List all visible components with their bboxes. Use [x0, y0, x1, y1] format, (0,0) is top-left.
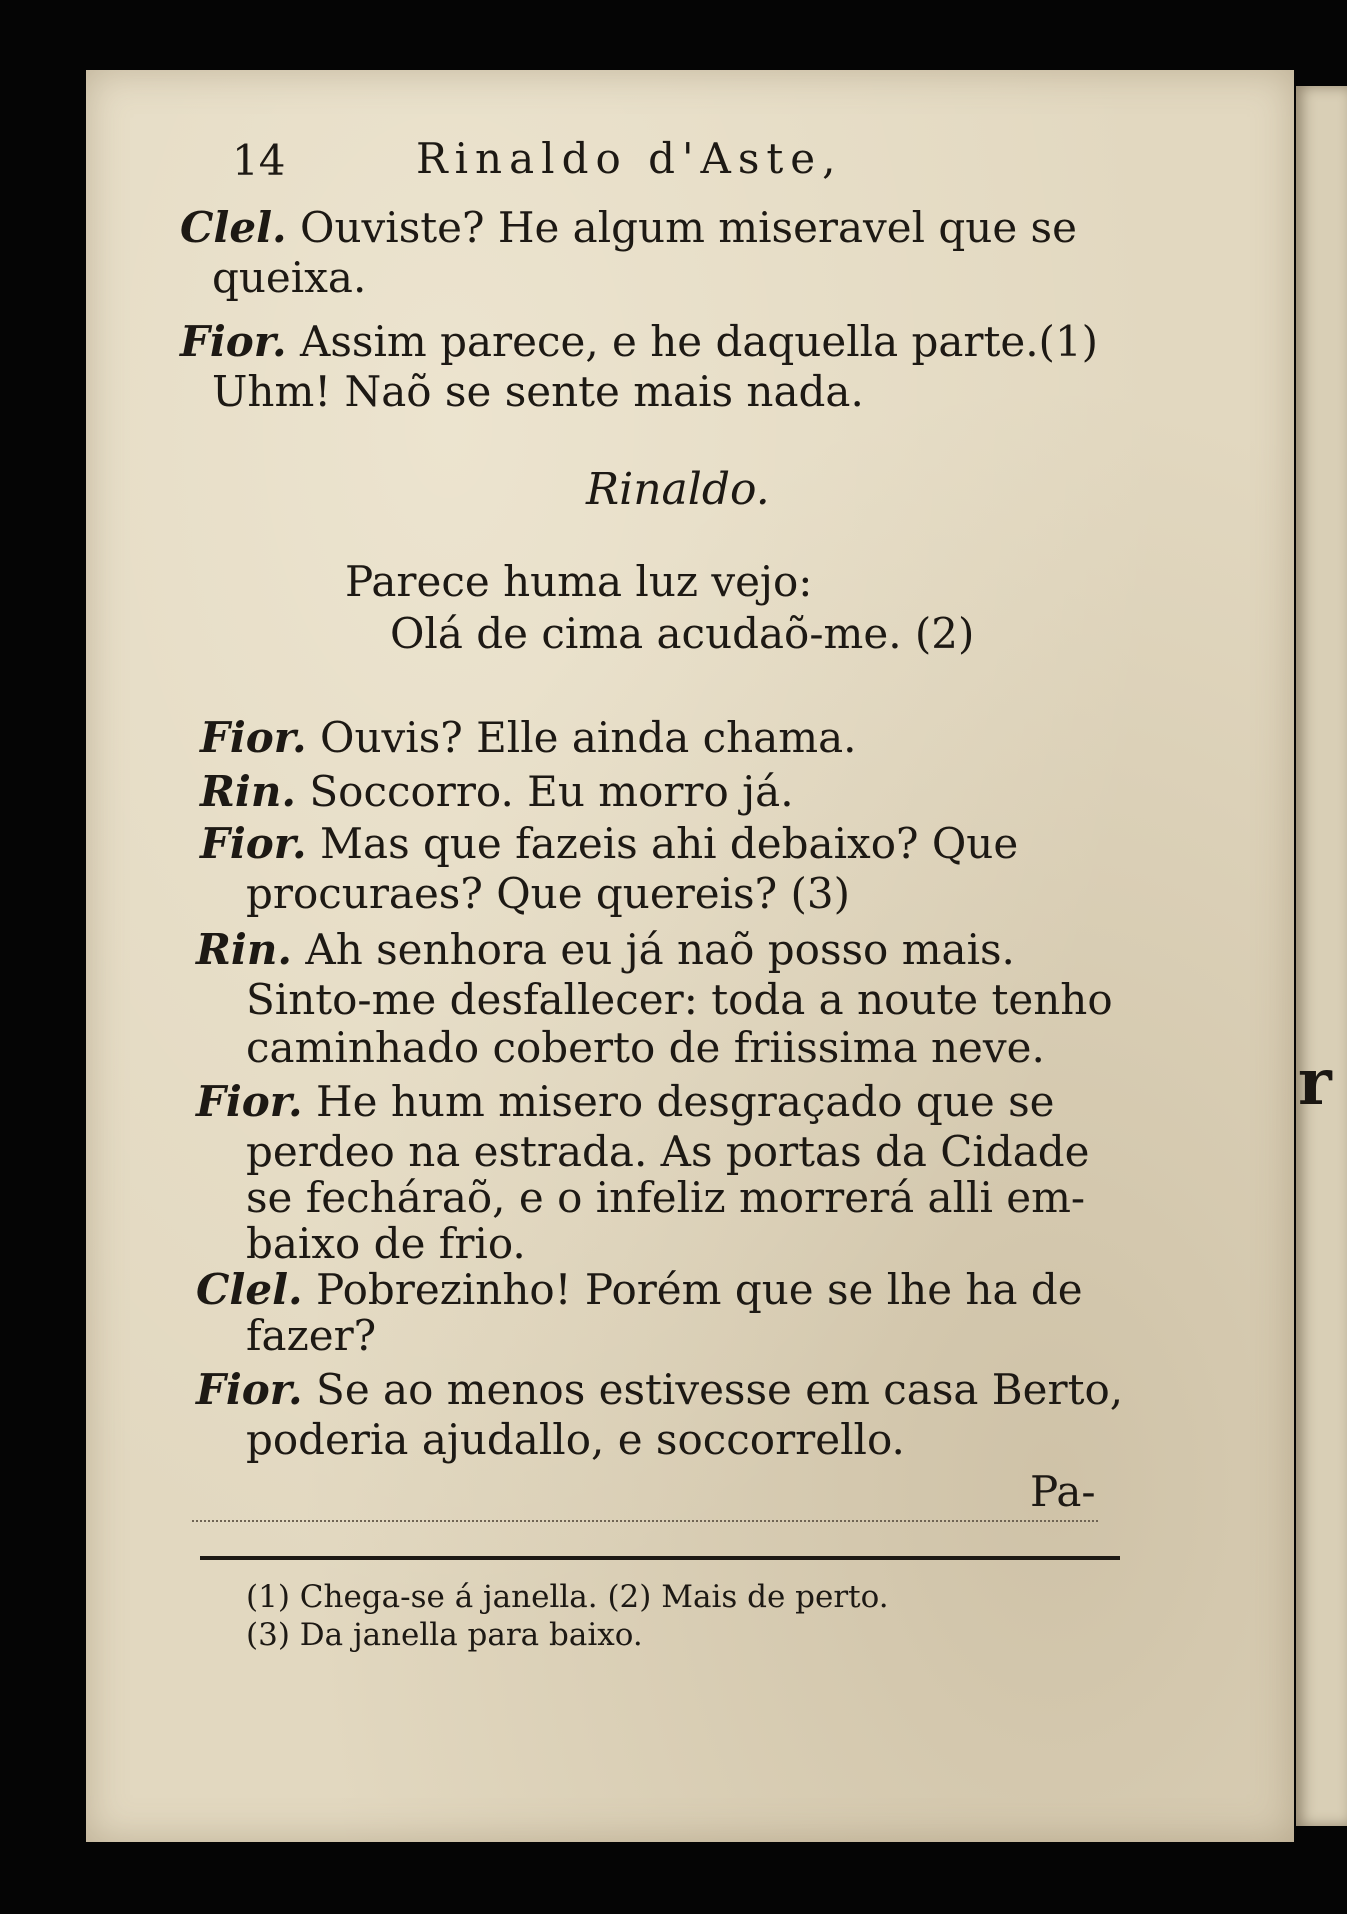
- text-line: [196, 1265, 1083, 1314]
- dotted-divider: [192, 1520, 1098, 1523]
- text-line: [246, 1219, 526, 1268]
- running-title: Rinaldo d'Aste,: [416, 134, 843, 183]
- text-line: [196, 1365, 1124, 1414]
- speaker-label: Fior.: [196, 1365, 303, 1414]
- speech-text: Ah senhora eu já naõ posso mais.: [305, 925, 1015, 974]
- page-number: 14: [232, 136, 286, 185]
- speaker-label: Clel.: [180, 203, 287, 252]
- text-line: [212, 367, 864, 416]
- text-line: [196, 925, 1015, 974]
- speech-text: se fecháraõ, e o infeliz morrerá alli em-: [246, 1173, 1086, 1222]
- text-line: [246, 869, 850, 918]
- text-line: [200, 713, 857, 762]
- text-line: [200, 819, 1019, 868]
- verse-line: Olá de cima acudaõ-me. (2): [390, 609, 975, 658]
- speech-text: queixa.: [212, 253, 367, 302]
- speaker-label: Fior.: [200, 713, 307, 762]
- text-line: [200, 767, 794, 816]
- speech-text: Sinto-me desfallecer: toda a noute tenho: [246, 975, 1113, 1024]
- speech-text: poderia ajudallo, e soccorrello.: [246, 1415, 905, 1464]
- footnote: (3) Da janella para baixo.: [246, 1617, 643, 1653]
- speech-text: Soccorro. Eu morro já.: [309, 767, 794, 816]
- text-line: [180, 203, 1077, 252]
- text-line: [212, 253, 367, 302]
- speech-text: Mas que fazeis ahi debaixo? Que: [320, 819, 1019, 868]
- catchword: Pa-: [1030, 1467, 1096, 1516]
- speech-text: fazer?: [246, 1311, 377, 1360]
- speech-text: procuraes? Que quereis? (3): [246, 869, 850, 918]
- text-line: [246, 1173, 1086, 1222]
- text-line: [180, 317, 1099, 366]
- speech-text: caminhado coberto de friissima neve.: [246, 1023, 1045, 1072]
- speech-text: He hum misero desgraçado que se: [316, 1077, 1055, 1126]
- verse-line: Parece huma luz vejo:: [345, 557, 813, 606]
- speech-text: baixo de frio.: [246, 1219, 526, 1268]
- speaker-label: Clel.: [196, 1265, 303, 1314]
- speaker-label: Fior.: [196, 1077, 303, 1126]
- speech-text: Ouvis? Elle ainda chama.: [320, 713, 857, 762]
- speech-text: Ouviste? He algum miseravel que se: [300, 203, 1077, 252]
- text-line: [246, 975, 1113, 1024]
- speaker-label: Rin.: [200, 767, 297, 816]
- speaker-label: Fior.: [200, 819, 307, 868]
- character-heading: Rinaldo.: [586, 464, 770, 515]
- text-line: [246, 1023, 1045, 1072]
- text-line: [246, 1311, 377, 1360]
- text-line: [246, 1415, 905, 1464]
- speech-text: Assim parece, e he daquella parte.(1): [300, 317, 1099, 366]
- speech-text: perdeo na estrada. As portas da Cidade: [246, 1127, 1090, 1176]
- speech-text: Uhm! Naõ se sente mais nada.: [212, 367, 864, 416]
- speech-text: Se ao menos estivesse em casa Berto,: [316, 1365, 1124, 1414]
- speech-text: Pobrezinho! Porém que se lhe ha de: [316, 1265, 1083, 1314]
- footnote-rule: [200, 1556, 1120, 1560]
- text-line: [246, 1127, 1090, 1176]
- speaker-label: Rin.: [196, 925, 293, 974]
- facing-page-edge: [1296, 86, 1347, 1826]
- facing-page-glyph: r: [1298, 1045, 1332, 1120]
- text-line: [196, 1077, 1055, 1126]
- speaker-label: Fior.: [180, 317, 287, 366]
- footnote: (1) Chega-se á janella. (2) Mais de perto.: [246, 1579, 889, 1615]
